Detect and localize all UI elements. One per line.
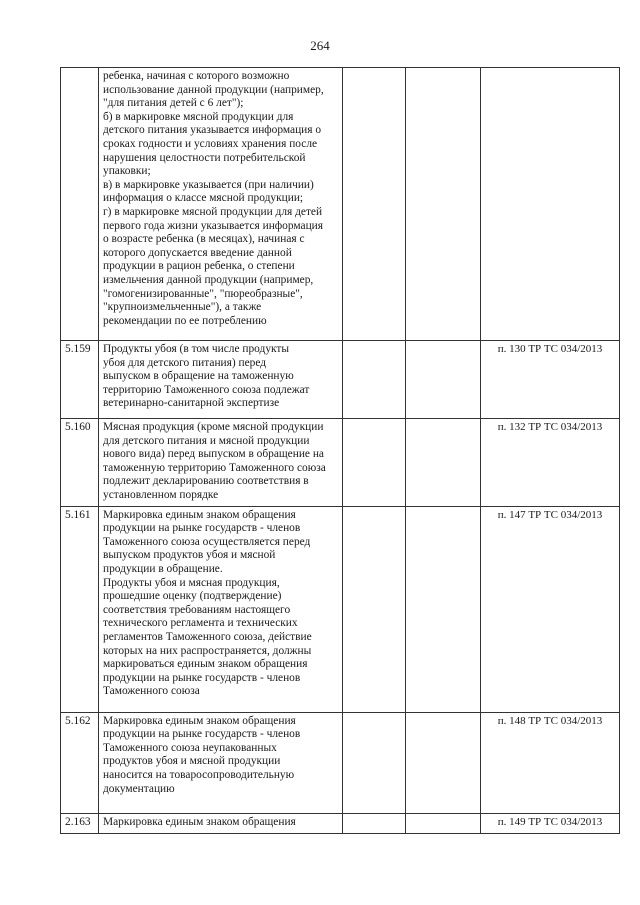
requirement-line: технического регламента и технических	[103, 617, 298, 630]
table-row	[61, 419, 620, 507]
requirement-text	[99, 341, 343, 419]
requirement-line: которого допускается введение данной	[103, 246, 292, 259]
requirement-line: которых на них распространяется, должны	[103, 644, 312, 657]
requirement-line: в) в маркировке указывается (при наличии)	[103, 178, 314, 191]
requirement-text	[99, 813, 343, 833]
answer-cell-no[interactable]	[406, 506, 481, 712]
requirement-line: продукции на рынке государств - членов	[103, 522, 301, 535]
item-number	[61, 68, 99, 341]
answer-cell-no[interactable]	[406, 341, 481, 419]
requirement-line: Таможенного союза неупакованных	[103, 741, 277, 754]
table-row	[61, 506, 620, 712]
requirement-line: использование данной продукции (например,	[103, 83, 324, 96]
requirement-line: соответствия требованиям настоящего	[103, 603, 291, 616]
requirement-line: "для питания детей с 6 лет");	[103, 97, 244, 110]
answer-cell-yes[interactable]	[343, 506, 406, 712]
regulation-reference: п. 149 ТР ТС 034/2013	[481, 813, 620, 833]
requirement-line: о возрасте ребенка (в месяцах), начиная с	[103, 233, 305, 246]
requirement-line: Продукты убоя (в том числе продукты	[103, 343, 290, 355]
regulation-reference: п. 130 ТР ТС 034/2013	[481, 341, 620, 419]
answer-cell-no[interactable]	[406, 68, 481, 341]
requirement-line: регламентов Таможенного союза, действие	[103, 630, 312, 643]
requirement-line: таможенную территорию Таможенного союза	[103, 461, 326, 474]
requirement-line: продукции в рацион ребенка, о степени	[103, 260, 295, 273]
requirement-line: территорию Таможенного союза подлежат	[103, 383, 310, 396]
requirement-line: выпуском продуктов убоя и мясной	[103, 549, 276, 562]
requirement-text	[99, 419, 343, 507]
requirement-line: выпуском в обращение на таможенную	[103, 370, 294, 383]
requirement-line: "гомогенизированные", "пюреобразные",	[103, 287, 303, 300]
requirement-line: ветеринарно-санитарной экспертизе	[103, 397, 280, 410]
requirement-line: убоя для детского питания) перед	[103, 356, 267, 369]
table-row	[61, 813, 620, 833]
requirement-line: детского питания указывается информация о	[103, 124, 322, 137]
requirement-line: упаковки;	[103, 165, 151, 178]
requirement-line: наносится на товаросопроводительную	[103, 768, 295, 781]
requirement-line: нарушения целостности потребительской	[103, 151, 306, 164]
regulation-reference: п. 148 ТР ТС 034/2013	[481, 712, 620, 813]
requirement-line: г) в маркировке мясной продукции для детей	[103, 205, 323, 218]
requirement-line: продуктов убоя и мясной продукции	[103, 755, 281, 768]
answer-cell-yes[interactable]	[343, 419, 406, 507]
answer-cell-no[interactable]	[406, 419, 481, 507]
answer-cell-yes[interactable]	[343, 68, 406, 341]
page-number: 264	[310, 38, 330, 53]
requirement-line: установленном порядке	[103, 488, 219, 501]
requirements-table	[60, 67, 620, 834]
requirement-line: "крупноизмельченные"), а также	[103, 301, 262, 314]
requirement-line: сроках годности и условиях хранения после	[103, 137, 318, 150]
answer-cell-no[interactable]	[406, 813, 481, 833]
requirement-line: подлежит декларированию соответствия в	[103, 475, 309, 488]
requirement-line: Маркировка единым знаком обращения	[103, 508, 296, 521]
regulation-reference: п. 147 ТР ТС 034/2013	[481, 506, 620, 712]
requirement-line: Продукты убоя и мясная продукция,	[103, 576, 280, 589]
requirement-line: маркироваться единым знаком обращения	[103, 658, 308, 671]
requirement-line: прошедшие оценку (подтверждение)	[103, 590, 282, 603]
answer-cell-yes[interactable]	[343, 712, 406, 813]
table-row	[61, 341, 620, 419]
requirement-text	[99, 68, 343, 341]
table-row	[61, 712, 620, 813]
requirement-text	[99, 506, 343, 712]
item-number: 5.159	[61, 341, 99, 419]
item-number: 5.160	[61, 419, 99, 507]
answer-cell-yes[interactable]	[343, 341, 406, 419]
regulation-reference: п. 132 ТР ТС 034/2013	[481, 419, 620, 507]
requirements-table-body	[61, 68, 620, 834]
item-number: 5.162	[61, 712, 99, 813]
requirement-line: продукции на рынке государств - членов	[103, 728, 301, 741]
requirement-line: Маркировка единым знаком обращения	[103, 714, 296, 727]
requirement-text	[99, 712, 343, 813]
requirement-line: измельчения данной продукции (например,	[103, 273, 314, 286]
requirement-line: первого года жизни указывается информация	[103, 219, 324, 232]
requirement-line: Маркировка единым знаком обращения	[103, 815, 296, 828]
table-row	[61, 68, 620, 341]
requirement-line: информация о классе мясной продукции;	[103, 192, 304, 205]
requirement-line: Таможенного союза	[103, 685, 200, 698]
requirement-line: ребенка, начиная с которого возможно	[103, 70, 290, 82]
requirement-line: продукции в обращение.	[103, 562, 223, 575]
regulation-reference	[481, 68, 620, 341]
requirement-line: рекомендации по ее потреблению	[103, 314, 267, 327]
answer-cell-no[interactable]	[406, 712, 481, 813]
requirement-line: для детского питания и мясной продукции	[103, 434, 310, 447]
requirement-line: б) в маркировке мясной продукции для	[103, 110, 294, 123]
item-number: 2.163	[61, 813, 99, 833]
requirement-line: Мясная продукция (кроме мясной продукции	[103, 421, 324, 433]
item-number: 5.161	[61, 506, 99, 712]
requirement-line: нового вида) перед выпуском в обращение на	[103, 448, 324, 461]
requirement-line: документацию	[103, 782, 175, 795]
requirement-line: продукции на рынке государств - членов	[103, 671, 301, 684]
requirement-line: Таможенного союза осуществляется перед	[103, 535, 311, 548]
answer-cell-yes[interactable]	[343, 813, 406, 833]
